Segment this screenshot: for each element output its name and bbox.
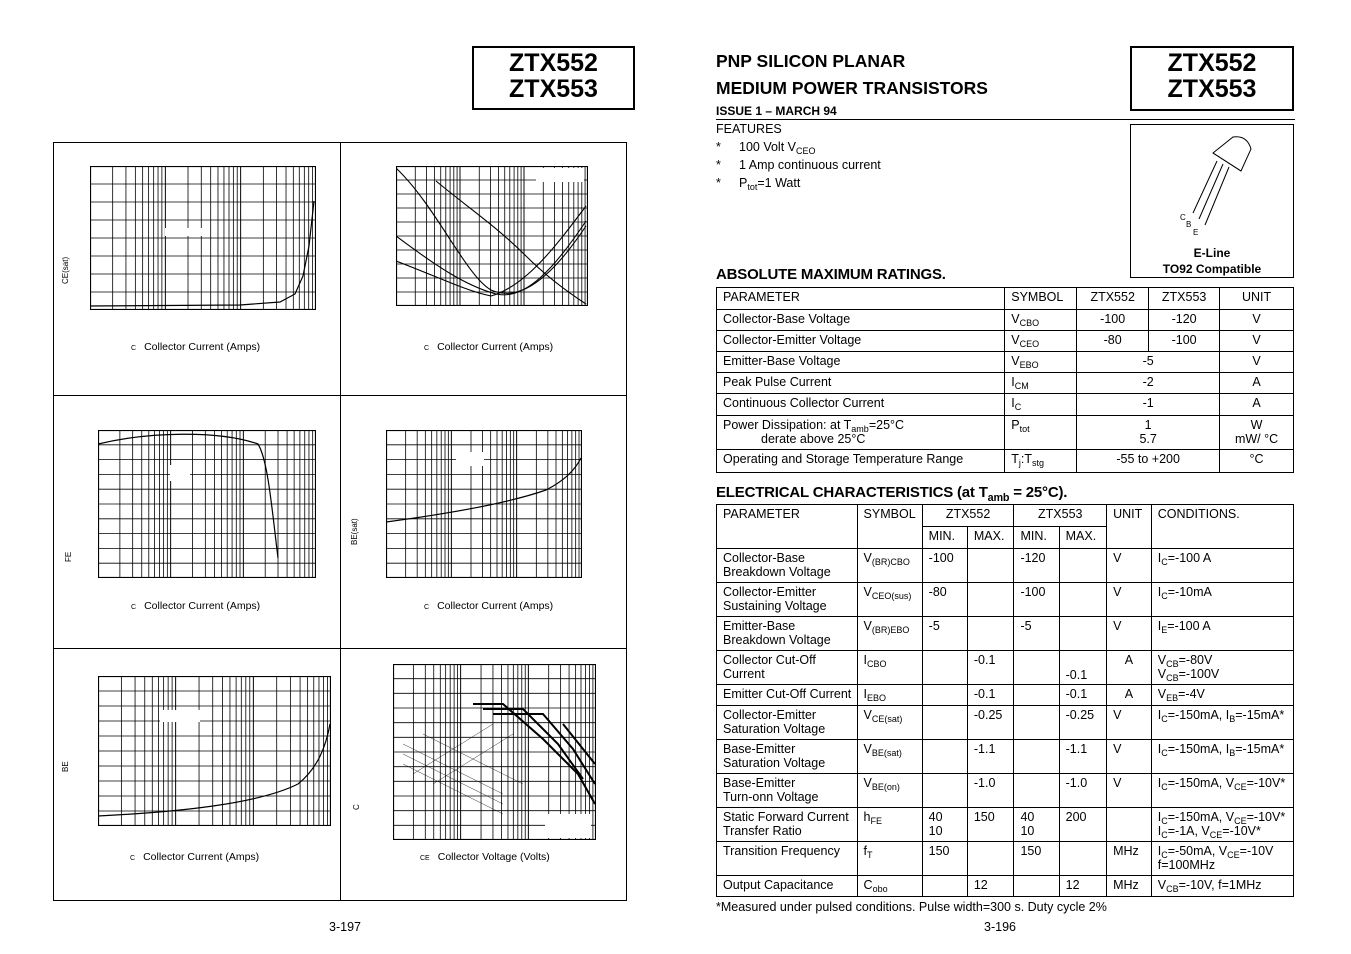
graph4-xlabel: Collector Current (Amps) [437,600,554,612]
table-header: SYMBOL [1005,288,1077,310]
table-row: Transition Frequency $f_T$ 150 150 MHz $I_C=-50mA$, $V_{CE}=-10V$ f=100MHz [717,842,1294,876]
graph3-ylabel: FE [64,551,73,562]
graph-safe-operating-area [393,664,596,840]
right-part-number-1: ZTX552 [1167,49,1257,77]
table-header: ZTX553 [1149,288,1220,310]
graph3-xprefix: C [131,604,137,611]
graph-hfe-multi-curve [396,166,588,306]
vbe-sat-curve [386,458,581,522]
graph5-xprefix: C [130,855,136,862]
graph2-xlabel: Collector Current (Amps) [437,341,554,353]
graph-divider-horizontal-2 [54,648,626,649]
graph5-xlabel-group [130,851,259,863]
left-part-number-1: ZTX552 [509,49,598,77]
graph-vce-sat-vs-ic [90,166,316,310]
feature-item: * $P_{tot}=1$ Watt [716,176,801,193]
package-box [1130,124,1294,278]
table-row: Base-Emitter Saturation Voltage $V_{BE(sat)}$ -1.1 -1.1 V $I_C=-150mA$, $I_B=-15mA*$ [717,740,1294,774]
features-label: FEATURES [716,122,782,136]
table-row: Base-Emitter Turn-onn Voltage $V_{BE(on)}$ -1.0 -1.0 V $I_C=-150mA$, $V_{CE}=-10V*$ [717,774,1294,808]
doc-title-line1: PNP SILICON PLANAR [716,51,906,71]
package-name: E-Line [1193,246,1231,260]
table-row: Power Dissipation: at $T_{amb}=25^\circ C$ derate above 25°C $P_{tot}$ 1 5.7 W mW/ °C [717,416,1294,450]
graph6-xlabel-group [420,851,550,863]
table-header-row [717,505,1294,527]
left-part-number-2: ZTX553 [509,75,598,103]
abs-max-ratings-table [716,287,1294,473]
table-row: Output Capacitance $C_{obo}$ 12 12 MHz $V_{CB}=-10V$, f=1MHz [717,876,1294,897]
table-header: ZTX552 [922,505,1014,527]
table-row: Emitter Cut-Off Current $I_{EBO}$ -0.1 -0.1 A $V_{EB}=-4V$ [717,685,1294,706]
graph-vbe-on-vs-ic [98,676,331,826]
graph2-xlabel-group [424,341,553,353]
table-header-row [717,288,1294,310]
table-header: CONDITIONS. [1151,505,1293,549]
right-part-number-2: ZTX553 [1167,75,1257,103]
graph-hfe-vs-ic [98,430,316,578]
graph4-ylabel: BE(sat) [350,518,359,545]
table-header: MIN. [1014,527,1059,549]
curve-a [396,168,586,293]
hfe-curve [98,434,278,558]
table-row: Collector-Base Breakdown Voltage $V_{(BR)CBO}$ -100 -120 V $I_C=-100$ A [717,549,1294,583]
package-compat: TO92 Compatible [1162,262,1262,276]
pin-label-b: B [1186,220,1192,229]
table-row: Peak Pulse Current $I_{CM}$ -2 A [717,373,1294,394]
features-list [716,138,881,192]
transistor-package-icon [1181,131,1261,231]
header-rule [716,119,1295,120]
table-row: Operating and Storage Temperature Range $T_j:T_{stg}$ -55 to +200 °C [717,450,1294,473]
table-header: ZTX552 [1077,288,1149,310]
table-header: ZTX553 [1014,505,1107,527]
vbe-on-curve [98,724,330,816]
graph-divider-vertical [340,143,341,900]
table-row: Static Forward Current Transfer Ratio $h_{FE}$ 40 10 150 40 10 200 $I_C=-150mA$, $V_{CE}=-10V*$ $I_C=-1A$, $V_{CE}=-10V*$ [717,808,1294,842]
graph4-xlabel-group [424,600,553,612]
electrical-characteristics-table [716,504,1294,897]
graph3-xlabel-group [131,600,260,612]
graph5-xlabel: Collector Current (Amps) [143,851,260,863]
table-row: Collector-Base Voltage $V_{CBO}$ -100 -120 V [717,310,1294,331]
table-header: MIN. [922,527,967,549]
elec-char-title: ELECTRICAL CHARACTERISTICS (at $T_{amb} = 25^\circ C$). [716,484,1068,504]
graph3-xlabel: Collector Current (Amps) [144,600,261,612]
graph6-ylabel: C [352,804,361,810]
table-row: Collector Cut-Off Current $I_{CBO}$ -0.1 -0.1 A $V_{CB}=-80V$ $V_{CB}=-100V$ [717,651,1294,685]
table-header: UNIT [1107,505,1152,549]
table-row: Continuous Collector Current $I_C$ -1 A [717,394,1294,416]
table-header: UNIT [1220,288,1294,310]
pin-label-c: C [1180,213,1186,222]
graph1-xlabel-group [131,341,260,353]
feature-item: * 100 Volt $V_{CEO}$ [716,140,816,157]
graph6-xprefix: CE [420,855,430,862]
right-page-number: 3-196 [984,920,1016,934]
graph5-ylabel: BE [61,761,70,772]
table-row: Collector-Emitter Voltage $V_{CEO}$ -80 -100 V [717,331,1294,352]
issue-date: ISSUE 1 – MARCH 94 [716,104,837,118]
graph-vbe-sat-vs-ic [386,430,582,578]
table-header: PARAMETER [717,505,858,549]
doc-title-line2: MEDIUM POWER TRANSISTORS [716,78,988,98]
graph6-xlabel: Collector Voltage (Volts) [437,851,550,863]
graph-divider-horizontal-1 [54,395,626,396]
right-part-number-box [1130,46,1294,111]
table-row: Collector-Emitter Saturation Voltage $V_{CE(sat)}$ -0.25 -0.25 V $I_C=-150mA$, $I_B=-15mA*$ [717,706,1294,740]
pulsed-footnote: *Measured under pulsed conditions. Pulse width=300 s. Duty cycle 2% [716,900,1107,914]
pin-label-e: E [1193,228,1199,237]
graph1-xlabel: Collector Current (Amps) [144,341,261,353]
table-header: MAX. [1059,527,1106,549]
table-header: MAX. [967,527,1014,549]
table-row: Emitter-Base Breakdown Voltage $V_{(BR)EBO}$ -5 -5 V $I_E=-100$ A [717,617,1294,651]
graph1-xprefix: C [131,345,137,352]
graph1-ylabel: CE(sat) [61,256,70,284]
table-row: Emitter-Base Voltage $V_{EBO}$ -5 V [717,352,1294,373]
feature-item: * 1 Amp continuous current [716,158,881,172]
left-part-number-box [472,46,635,110]
abs-max-title: ABSOLUTE MAXIMUM RATINGS. [716,266,946,283]
table-row: Collector-Emitter Sustaining Voltage $V_{CEO(sus)}$ -80 -100 V $I_C=-10mA$ [717,583,1294,617]
vce-sat-curve [90,201,314,306]
table-header: PARAMETER [717,288,1005,310]
graph2-xprefix: C [424,345,430,352]
graph4-xprefix: C [424,604,430,611]
left-page-number: 3-197 [329,920,361,934]
table-header: SYMBOL [857,505,922,549]
curve-c [396,206,586,296]
